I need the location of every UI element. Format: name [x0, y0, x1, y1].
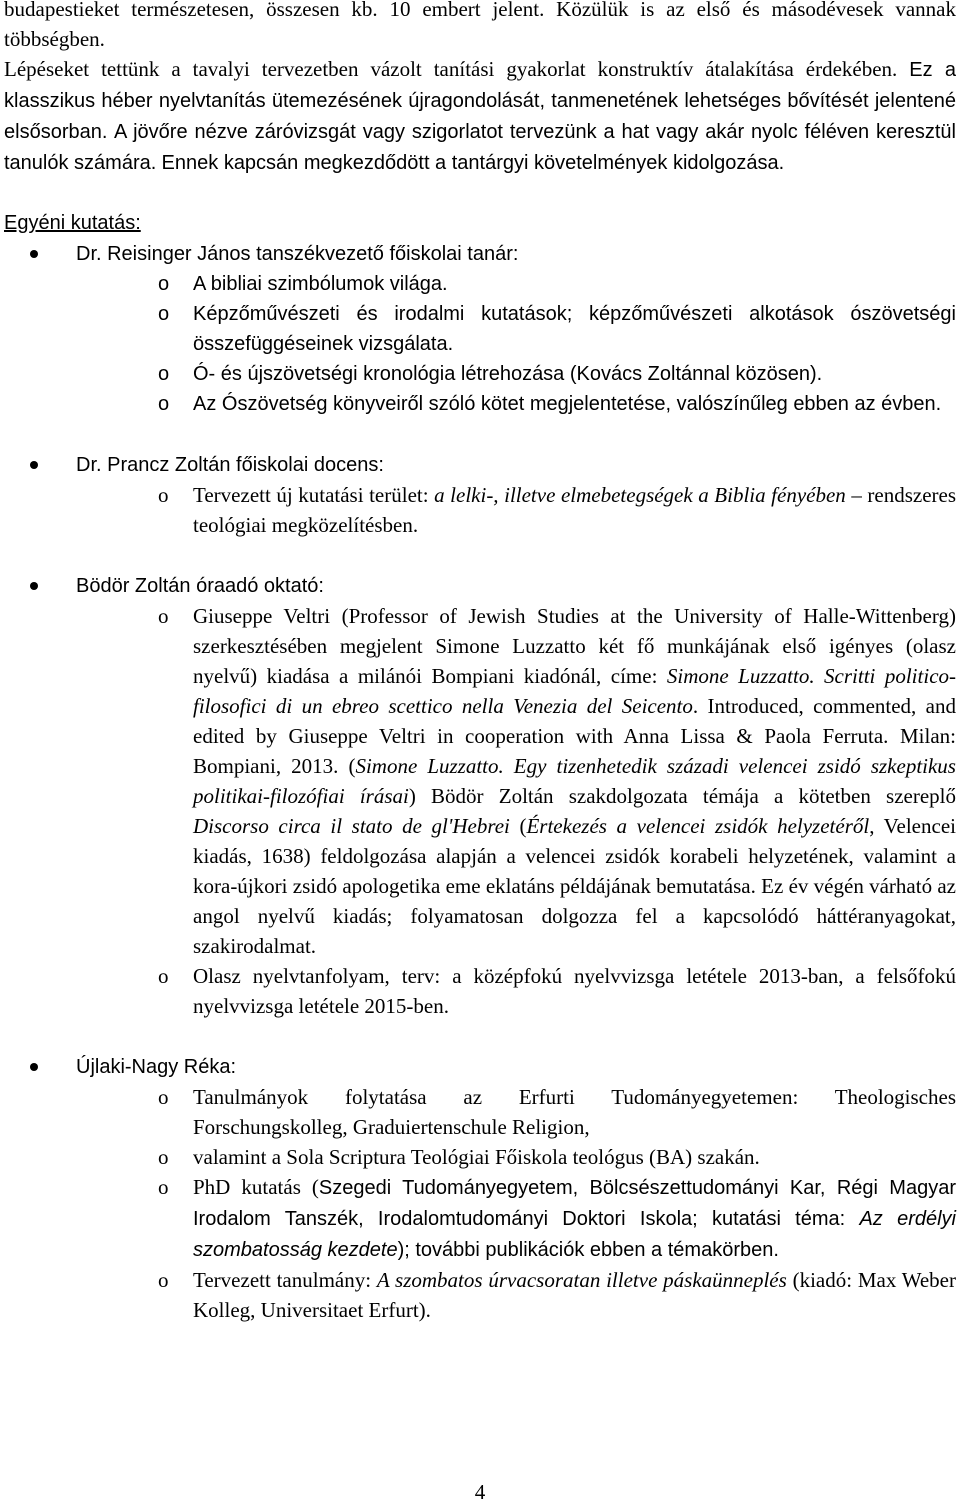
bullet-dot — [30, 250, 38, 258]
list-item — [4, 601, 956, 961]
person-prancz — [4, 449, 956, 480]
list-item-text: Tervezett új kutatási terület: — [193, 483, 435, 507]
section-heading: Egyéni kutatás: — [4, 212, 141, 234]
list-item — [4, 389, 956, 419]
sub-bullet: o — [158, 363, 170, 385]
intro-line-3: Ez a klasszikus héber nyelvtanítás ütemezésének újragondolását, tanmenetének lehetséges bővítését jelentené elsősorban. — [4, 59, 957, 143]
list-item-text: ( — [509, 814, 527, 838]
document-page — [4, 0, 956, 1325]
italic-title: a lelki-, illetve elmebetegségek a Biblia fényében — [434, 483, 846, 507]
list-item-text: PhD kutatás ( — [193, 1175, 319, 1199]
person-name: Bödör Zoltán óraadó oktató: — [76, 575, 324, 597]
sub-bullet: o — [158, 1175, 169, 1199]
bullet-dot — [30, 1063, 38, 1071]
sub-bullet: o — [158, 483, 169, 507]
person-reisinger — [4, 238, 956, 269]
sub-bullet: o — [158, 303, 170, 325]
list-item-text: Olasz nyelvtanfolyam, terv: a középfokú nyelvvizsga letétele 2013-ban, a felsőfokú nyelvvizsga letétele 2015-ben. — [193, 964, 956, 1018]
list-item-text: Szegedi Tudományegyetem, Bölcsészettudományi Kar, Régi Magyar Irodalom Tanszék, Irodalomtudományi Doktori Iskola; kutatási téma: — [193, 1177, 956, 1230]
list-item-text: ) Bödör Zoltán szakdolgozata témája a kötetben szereplő — [408, 784, 956, 808]
list-item-text: – rendszeres teológiai megközelítésben. — [193, 483, 957, 537]
list-item — [4, 480, 956, 540]
sub-bullet: o — [158, 393, 170, 415]
list-item — [4, 1082, 956, 1142]
list-item-text: Képzőművészeti és irodalmi kutatások; képzőművészeti alkotások ószövetségi összefüggéseinek vizsgálata. — [193, 303, 956, 355]
person-name: Dr. Prancz Zoltán főiskolai docens: — [76, 454, 384, 476]
list-item-text: Ó- és újszövetségi kronológia létrehozása (Kovács Zoltánnal közösen). — [193, 363, 823, 385]
italic-title: Simone Luzzatto. Scritti politico-filosofici di un ebreo scettico nella Venezia del Seicento — [193, 664, 957, 718]
list-item — [4, 269, 956, 299]
list-item-text: Tanulmányok folytatása az Erfurti Tudományegyetemen: Theologisches Forschungskolleg, Graduiertenschule Religion, — [193, 1085, 956, 1139]
intro-line-5: Ennek kapcsán megkezdődött a tantárgyi követelmények kidolgozása. — [161, 152, 785, 174]
list-item — [4, 359, 956, 389]
intro-paragraph — [4, 0, 956, 54]
list-item — [4, 299, 956, 359]
bullet-dot — [30, 582, 38, 590]
list-item-text: , Velencei kiadás, 1638) feldolgozása alapján a velencei zsidók korabeli helyzetének, valamint a kora-újkori zsidó apologetika eme eklatáns példájának bemutatása. Ez év végén várható az angol nyelvű kiadás; folyamatosan dolgozza fel a kapcsolódó háttéranyagokat, szakirodalmat. — [193, 814, 956, 958]
list-item — [4, 1142, 956, 1172]
list-item-text: Tervezett tanulmány: — [193, 1268, 377, 1292]
list-item-text: ); további publikációk ebben a témakörben. — [397, 1239, 779, 1261]
sub-bullet: o — [158, 1145, 169, 1169]
italic-title: A szombatos úrvacsoratan illetve páskaünneplés — [376, 1268, 787, 1292]
sub-bullet: o — [158, 1085, 169, 1109]
person-name: Újlaki-Nagy Réka: — [76, 1056, 237, 1078]
list-item — [4, 1172, 956, 1265]
sub-bullet: o — [158, 1268, 169, 1292]
italic-title: Értekezés a velencei zsidók helyzetéről — [526, 814, 870, 838]
intro-line-2: Lépéseket tettünk a tavalyi tervezetben vázolt tanítási gyakorlat konstruktív átalakítása érdekében. — [4, 57, 898, 81]
list-item-text: valamint a Sola Scriptura Teológiai Főiskola teológus (BA) szakán. — [193, 1145, 760, 1169]
italic-title: Az erdélyi szombatosság kezdete — [193, 1208, 956, 1261]
person-bodor — [4, 570, 956, 601]
intro-paragraph-2 — [4, 54, 956, 178]
person-ujlaki-nagy — [4, 1051, 956, 1082]
intro-line-4: A jövőre nézve záróvizsgát vagy szigorlatot tervezünk a hat vagy akár nyolc féléven keresztül tanulók számára. — [4, 121, 956, 174]
intro-line-1: budapestieket természetesen, összesen kb. 10 embert jelent. Közülük is az első és másodévesek vannak többségben. — [4, 0, 956, 51]
list-item-text: (kiadó: Max Weber Kolleg, Universitaet Erfurt). — [193, 1268, 956, 1322]
list-item-text: Giuseppe Veltri (Professor of Jewish Studies at the University of Halle-Wittenberg) szerkesztésében megjelent Simone Luzzatto két fő munkájának első igényes (olasz nyelvű) kiadása a milánói Bompiani kiadónál, címe: — [193, 604, 956, 688]
list-item-text: A bibliai szimbólumok világa. — [193, 273, 448, 295]
bullet-dot — [30, 461, 38, 469]
italic-title: Simone Luzzatto. Egy tizenhetedik századi velencei zsidó szkeptikus politikai-filozófiai írásai — [193, 754, 956, 808]
sub-bullet: o — [158, 964, 169, 988]
list-item — [4, 1265, 956, 1325]
list-item-text: . Introduced, commented, and edited by Giuseppe Veltri in cooperation with Anna Lissa & Paola Ferruta. Milan: Bompiani, 2013. ( — [193, 694, 956, 778]
italic-title: Discorso circa il stato de gl'Hebrei — [193, 814, 510, 838]
list-item-text: Az Ószövetség könyveiről szóló kötet megjelentetése, valószínűleg ebben az évben. — [193, 393, 942, 415]
person-name: Dr. Reisinger János tanszékvezető főiskolai tanár: — [76, 243, 519, 265]
page-number: 4 — [474, 1480, 486, 1504]
sub-bullet: o — [158, 604, 169, 628]
sub-bullet: o — [158, 273, 170, 295]
list-item — [4, 961, 956, 1021]
